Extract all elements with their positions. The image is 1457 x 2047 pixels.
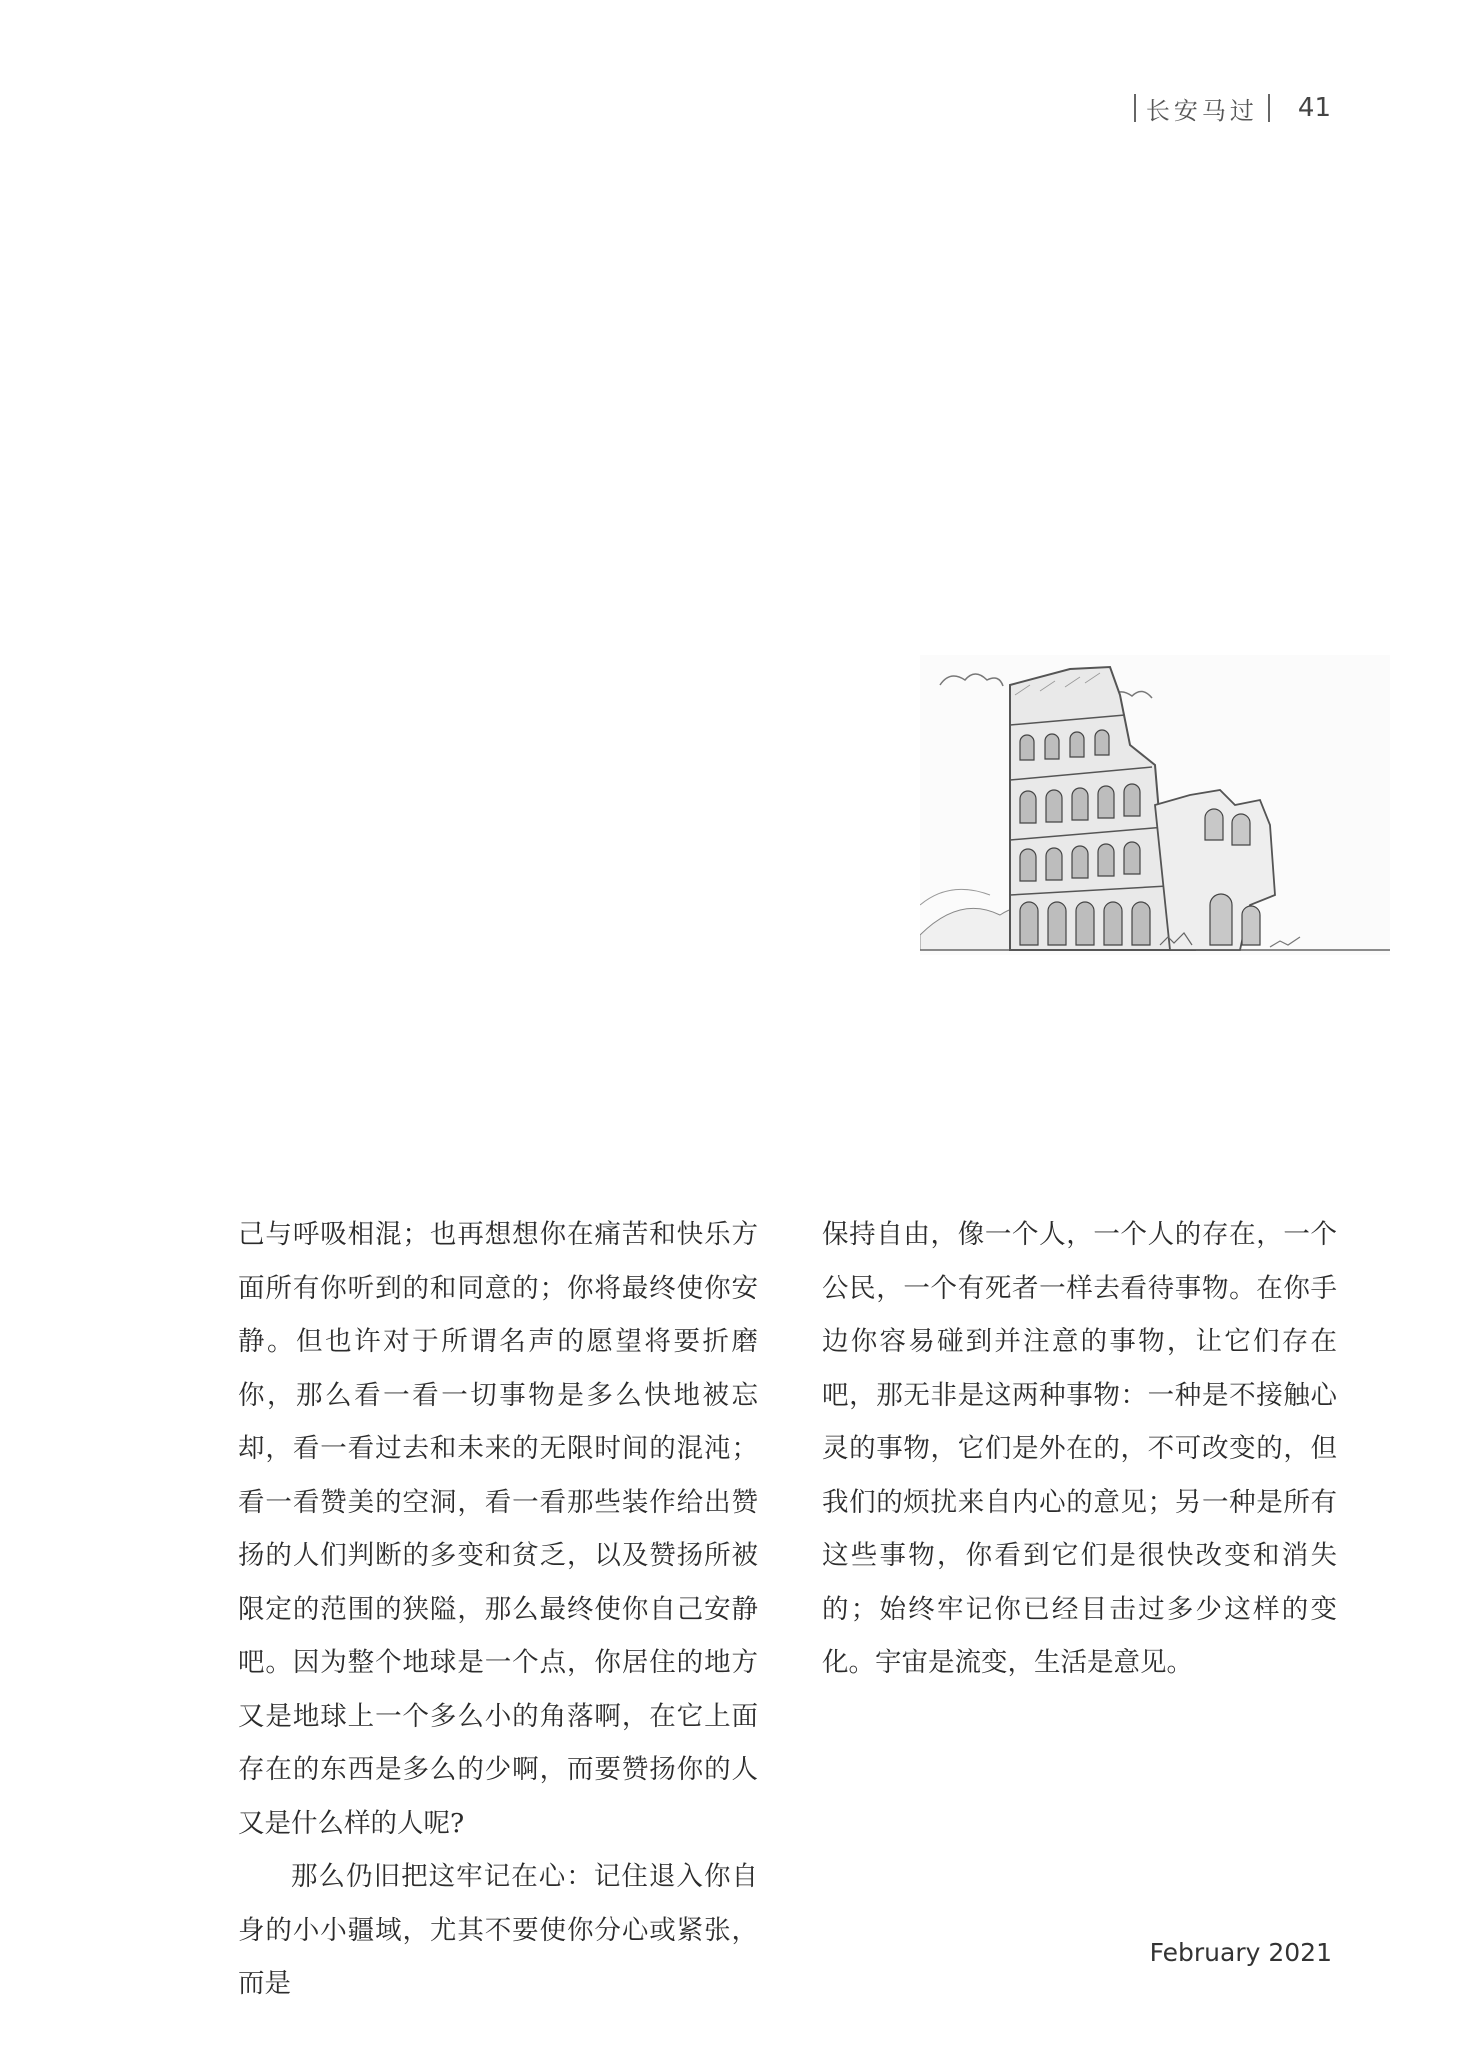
colosseum-drawing (920, 655, 1390, 955)
footer-date: February 2021 (1149, 1938, 1332, 1967)
paragraph: 己与呼吸相混；也再想想你在痛苦和快乐方面所有你听到的和同意的；你将最终使你安静。但也许对于所谓名声的愿望将要折磨你，那么看一看一切事物是多么快地被忘却，看一看过去和未来的无限时间的混沌；看一看赞美的空洞，看一看那些装作给出赞扬的人们判断的多变和贫乏，以及赞扬所被限定的范围的狭隘，那么最终使你自己安静吧。因为整个地球是一个点，你居住的地方又是地球上一个多么小的角落啊，在它上面存在的东西是多么的少啊，而要赞扬你的人又是什么样的人呢? (238, 1219, 758, 1839)
page-number: 41 (1297, 93, 1331, 123)
colosseum-sketch-icon (920, 655, 1390, 955)
divider-left (1134, 94, 1136, 122)
section-title: 长安马过 (1145, 96, 1258, 125)
divider-right (1268, 94, 1270, 122)
paragraph: 保持自由，像一个人，一个人的存在，一个公民，一个有死者一样去看待事物。在你手边你容易碰到并注意的事物，让它们存在吧，那无非是这两种事物：一种是不接触心灵的事物，它们是外在的，不可改变的，但我们的烦扰来自内心的意见；另一种是所有这些事物，你看到它们是很快改变和消失的；始终牢记你已经目击过多少这样的变化。宇宙是流变，生活是意见。 (822, 1219, 1337, 1678)
paragraph: 那么仍旧把这牢记在心：记住退入你自身的小小疆域，尤其不要使你分心或紧张，而是 (238, 1861, 758, 1999)
running-header (1124, 88, 1331, 128)
left-column (238, 1208, 758, 2011)
right-column (822, 1208, 1337, 1690)
